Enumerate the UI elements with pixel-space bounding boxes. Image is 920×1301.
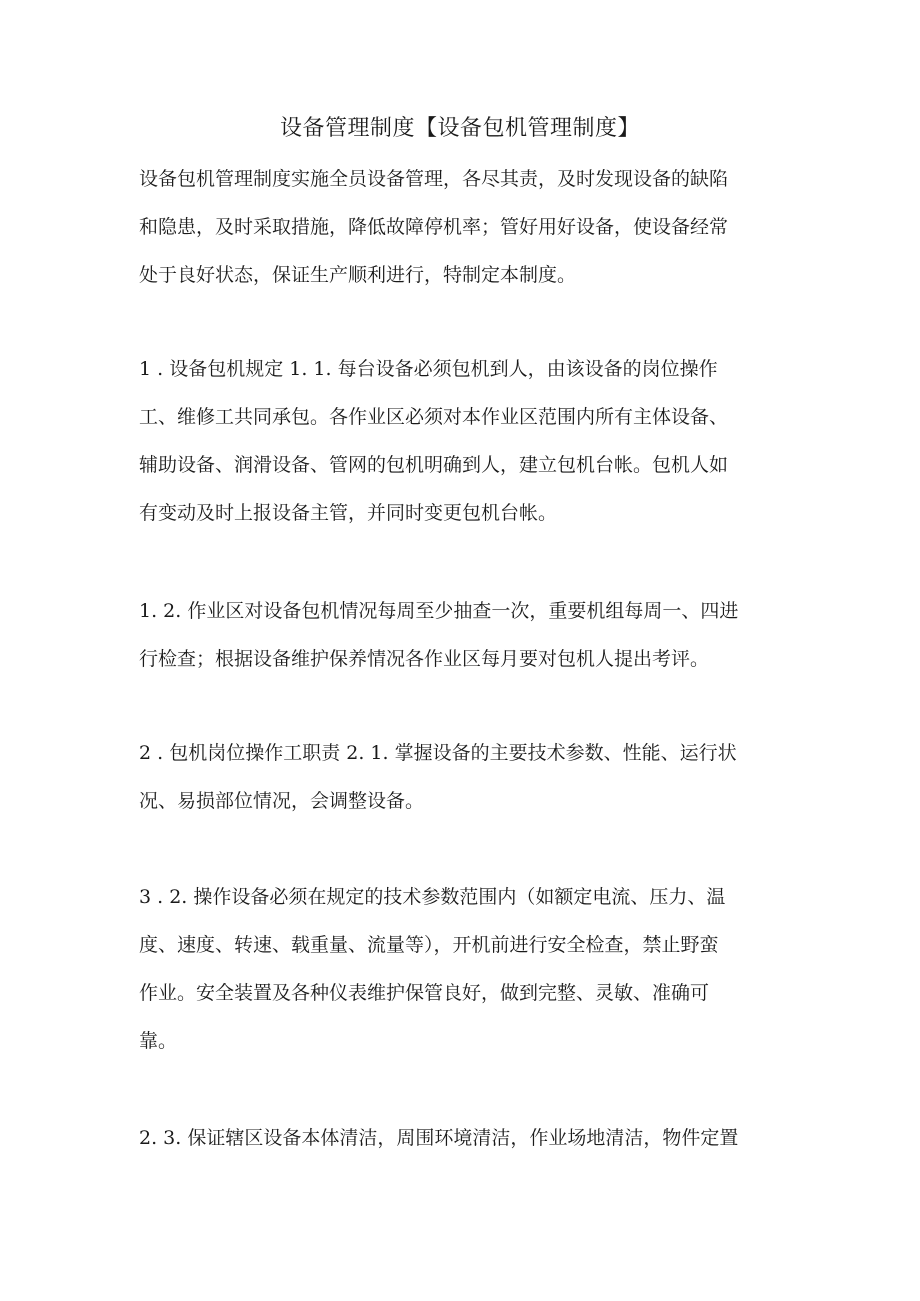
paragraph-line: 靠。: [139, 1030, 178, 1052]
paragraph-section-1-2: [139, 587, 799, 683]
paragraph-line: 作业。安全装置及各种仪表维护保管良好，做到完整、灵敏、准确可: [139, 982, 710, 1004]
paragraph-line: 3 . 2. 操作设备必须在规定的技术参数范围内（如额定电流、压力、温: [139, 886, 726, 908]
paragraph-intro: [139, 155, 799, 299]
paragraph-line: 2. 3. 保证辖区设备本体清洁，周围环境清洁，作业场地清洁，物件定置: [139, 1127, 739, 1149]
document-title: 设备管理制度【设备包机管理制度】: [279, 116, 640, 141]
paragraph-line: 况、易损部位情况，会调整设备。: [139, 790, 425, 812]
paragraph-section-2: [139, 729, 799, 825]
paragraph-line: 2 . 包机岗位操作工职责 2. 1. 掌握设备的主要技术参数、性能、运行状: [139, 742, 737, 764]
paragraph-line: 有变动及时上报设备主管，并同时变更包机台帐。: [139, 502, 558, 524]
paragraph-line: 辅助设备、润滑设备、管网的包机明确到人，建立包机台帐。包机人如: [139, 454, 729, 476]
paragraph-line: 行检查；根据设备维护保养情况各作业区每月要对包机人提出考评。: [139, 648, 710, 670]
paragraph-line: 处于良好状态，保证生产顺利进行，特制定本制度。: [139, 264, 577, 286]
paragraph-section-1: [139, 345, 799, 537]
paragraph-line: 度、速度、转速、载重量、流量等），开机前进行安全检查，禁止野蛮: [139, 934, 719, 956]
paragraph-line: 设备包机管理制度实施全员设备管理，各尽其责，及时发现设备的缺陷: [139, 168, 729, 190]
paragraph-section-3: [139, 873, 799, 1065]
paragraph-line: 和隐患，及时采取措施，降低故障停机率；管好用好设备，使设备经常: [139, 216, 729, 238]
paragraph-line: 1. 2. 作业区对设备包机情况每周至少抽查一次，重要机组每周一、四进: [139, 600, 739, 622]
paragraph-section-2-3: [139, 1114, 799, 1162]
paragraph-line: 工、维修工共同承包。各作业区必须对本作业区范围内所有主体设备、: [139, 406, 729, 428]
paragraph-line: 1 . 设备包机规定 1. 1. 每台设备必须包机到人，由该设备的岗位操作: [139, 358, 718, 380]
